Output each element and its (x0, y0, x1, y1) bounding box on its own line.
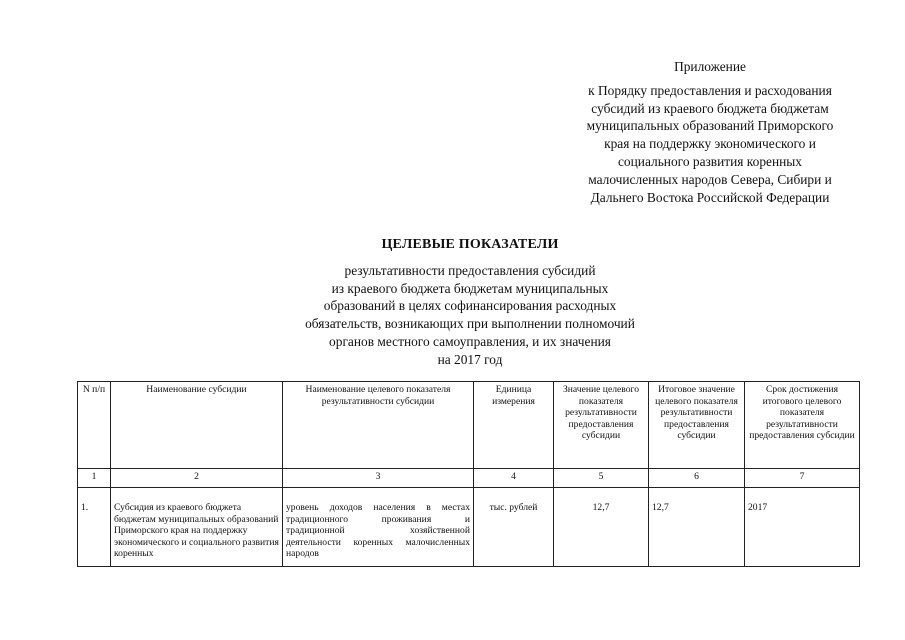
subtitle-line: образований в целях софинансирования расходных (323, 298, 617, 314)
appendix-line: социального развития коренных (617, 153, 802, 169)
subtitle-line: результативности предоставления субсидий (344, 262, 596, 278)
deadline: 2017 (745, 488, 860, 567)
header-cell: Наименование субсидии (111, 382, 283, 469)
header-cell: N п/п (78, 382, 111, 469)
column-number: 6 (649, 469, 745, 488)
subtitle-line: из краевого бюджета бюджетам муниципальных (331, 280, 609, 296)
final-value: 12,7 (649, 488, 745, 567)
row-number: 1. (78, 488, 111, 567)
appendix-line: края на поддержку экономического и (604, 136, 816, 152)
appendix-line: к Порядку предоставления и расходования (588, 82, 832, 98)
document-title: ЦЕЛЕВЫЕ ПОКАЗАТЕЛИ (381, 237, 559, 252)
column-number: 4 (474, 469, 554, 488)
indicator-name: уровень доходов населения в местах традиционного проживания и традиционной хозяйственной деятельности коренных малочисленных народов (283, 488, 474, 567)
column-number-row (78, 469, 860, 488)
column-number: 5 (554, 469, 649, 488)
column-number: 2 (111, 469, 283, 488)
appendix-line: малочисленных народов Севера, Сибири и (588, 171, 832, 187)
indicators-table (77, 381, 860, 567)
column-number: 1 (78, 469, 111, 488)
header-cell: Срок достижения итогового целевого показателя результативности предоставления субсидии (745, 382, 860, 469)
appendix-line: муниципальных образований Приморского (586, 118, 834, 134)
column-number: 3 (283, 469, 474, 488)
appendix-label: Приложение (674, 59, 746, 74)
subtitle-line: обязательств, возникающих при выполнении полномочий (305, 316, 635, 332)
column-number: 7 (745, 469, 860, 488)
subsidy-name: Субсидия из краевого бюджета бюджетам муниципальных образований Приморского края на поддержку экономического и социального развития коренных (111, 488, 283, 567)
table-row (78, 488, 860, 567)
table-header-row (78, 382, 860, 469)
unit: тыс. рублей (474, 488, 554, 567)
subtitle-line: на 2017 год (437, 351, 503, 367)
header-cell: Единица измерения (474, 382, 554, 469)
indicator-value: 12,7 (554, 488, 649, 567)
header-cell: Итоговое значение целевого показателя результативности предоставления субсидии (649, 382, 745, 469)
document-heading (220, 236, 720, 369)
header-cell: Значение целевого показателя результативности предоставления субсидии (554, 382, 649, 469)
appendix-block (560, 58, 860, 206)
header-cell: Наименование целевого показателя результативности субсидии (283, 382, 474, 469)
subtitle-line: органов местного самоуправления, и их значения (329, 333, 611, 349)
appendix-line: субсидий из краевого бюджета бюджетам (591, 100, 829, 116)
appendix-line: Дальнего Востока Российской Федерации (590, 189, 830, 205)
